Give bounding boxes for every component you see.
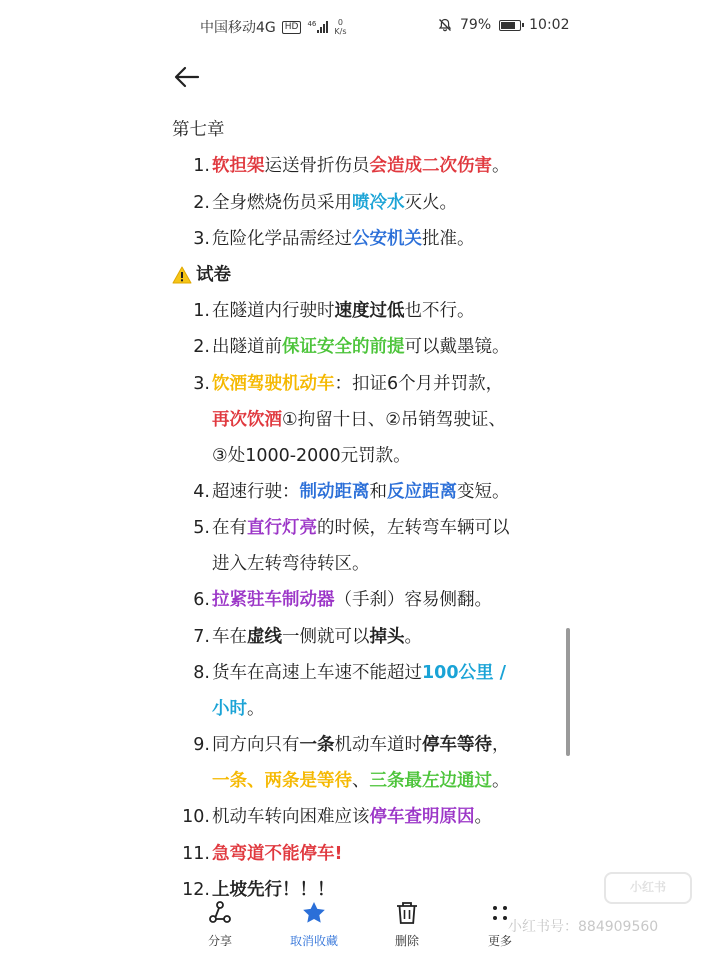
watermark-text: 小红书号：884909560 xyxy=(508,919,659,935)
share-label: 分享 xyxy=(207,934,232,948)
unfavorite-label: 取消收藏 xyxy=(289,934,338,948)
list-item xyxy=(172,836,562,873)
clock: 10:02 xyxy=(529,17,570,33)
net-speed-value: 0 xyxy=(337,18,343,27)
item-text: 全身燃烧伤员采用喷冷水灭火。 xyxy=(212,192,457,213)
item-text: 车在虚线一侧就可以掉头。 xyxy=(212,626,422,647)
list-item xyxy=(172,619,562,656)
delete-button[interactable] xyxy=(367,900,447,949)
section-title xyxy=(172,258,562,293)
warning-icon xyxy=(172,266,192,284)
more-button[interactable] xyxy=(460,900,540,949)
hd-badge: HD xyxy=(282,21,302,34)
share-button[interactable] xyxy=(180,900,260,949)
item-number: 10. xyxy=(182,807,210,827)
status-right xyxy=(438,17,569,33)
item-number: 3. xyxy=(193,229,210,249)
item-number: 2. xyxy=(193,192,210,213)
chapter-title: 第七章 xyxy=(172,120,225,140)
signal-icon xyxy=(307,21,328,33)
list-item xyxy=(172,799,562,836)
list-item xyxy=(172,366,562,474)
item-text: 在有直行灯亮的时候，左转弯车辆可以 进入左转弯待转区。 xyxy=(212,518,510,574)
item-number: 12. xyxy=(182,880,210,900)
item-text: 出隧道前保证安全的前提可以戴墨镜。 xyxy=(212,337,510,357)
item-text: 危险化学品需经过公安机关批准。 xyxy=(212,229,475,249)
item-text: 超速行驶：制动距离和反应距离变短。 xyxy=(212,481,510,502)
back-arrow-icon[interactable] xyxy=(172,62,202,92)
scrollbar[interactable] xyxy=(566,628,570,756)
item-number: 6. xyxy=(193,590,210,610)
net-speed xyxy=(334,18,346,36)
item-text: 饮酒驾驶机动车：扣证6个月并罚款， 再次饮酒①拘留十日、②吊销驾驶证、 ③处1000-2000元罚款。 xyxy=(212,373,506,466)
item-text: 在隧道内行驶时速度过低也不行。 xyxy=(212,300,475,321)
more-label: 更多 xyxy=(487,934,512,948)
item-text: 上坡先行！！！ xyxy=(212,880,335,900)
trash-icon xyxy=(394,900,420,926)
item-text: 拉紧驻车制动器（手刹）容易侧翻。 xyxy=(212,590,492,610)
list-item xyxy=(172,185,562,222)
item-number: 3. xyxy=(193,373,210,394)
item-number: 4. xyxy=(193,481,210,502)
item-number: 7. xyxy=(193,626,210,647)
net-type-label: 46 xyxy=(307,20,317,28)
note-content xyxy=(172,112,562,909)
item-number: 9. xyxy=(193,735,210,755)
list-item xyxy=(172,293,562,330)
battery-percent: 79% xyxy=(460,17,492,33)
list-item xyxy=(172,727,562,799)
section-title-text: 试卷 xyxy=(196,264,231,285)
status-left xyxy=(200,17,347,37)
item-text: 软担架运送骨折伤员会造成二次伤害。 xyxy=(212,156,510,176)
item-text: 机动车转向困难应该停车查明原因。 xyxy=(212,807,492,827)
more-dots-icon xyxy=(487,900,513,926)
bottom-toolbar xyxy=(0,900,720,959)
item-number: 8. xyxy=(193,663,210,683)
list-item xyxy=(172,329,562,366)
item-text: 急弯道不能停车! xyxy=(212,843,343,864)
battery-icon xyxy=(499,20,521,31)
item-text: 货车在高速上车速不能超过100公里 / 小时。 xyxy=(212,663,507,719)
watermark-logo: 小红书 xyxy=(604,872,692,904)
list-item xyxy=(172,148,562,185)
list-item xyxy=(172,474,562,511)
star-icon xyxy=(301,900,327,926)
share-icon xyxy=(207,900,233,926)
item-number: 1. xyxy=(193,156,210,176)
item-number: 5. xyxy=(193,518,210,538)
list-item xyxy=(172,221,562,258)
item-number: 11. xyxy=(182,843,210,864)
item-text: 同方向只有一条机动车道时停车等待， 一条、两条是等待、三条最左边通过。 xyxy=(212,735,510,791)
item-number: 2. xyxy=(193,337,210,357)
mute-bell-icon xyxy=(438,18,452,32)
list-item xyxy=(172,510,562,582)
status-bar xyxy=(0,0,720,52)
list-item xyxy=(172,582,562,619)
delete-label: 删除 xyxy=(394,934,419,948)
carrier-label: 中国移动4G xyxy=(200,20,276,36)
list-item xyxy=(172,655,562,727)
unfavorite-button[interactable] xyxy=(274,900,354,949)
item-number: 1. xyxy=(193,300,210,321)
net-speed-unit: K/s xyxy=(334,27,347,36)
